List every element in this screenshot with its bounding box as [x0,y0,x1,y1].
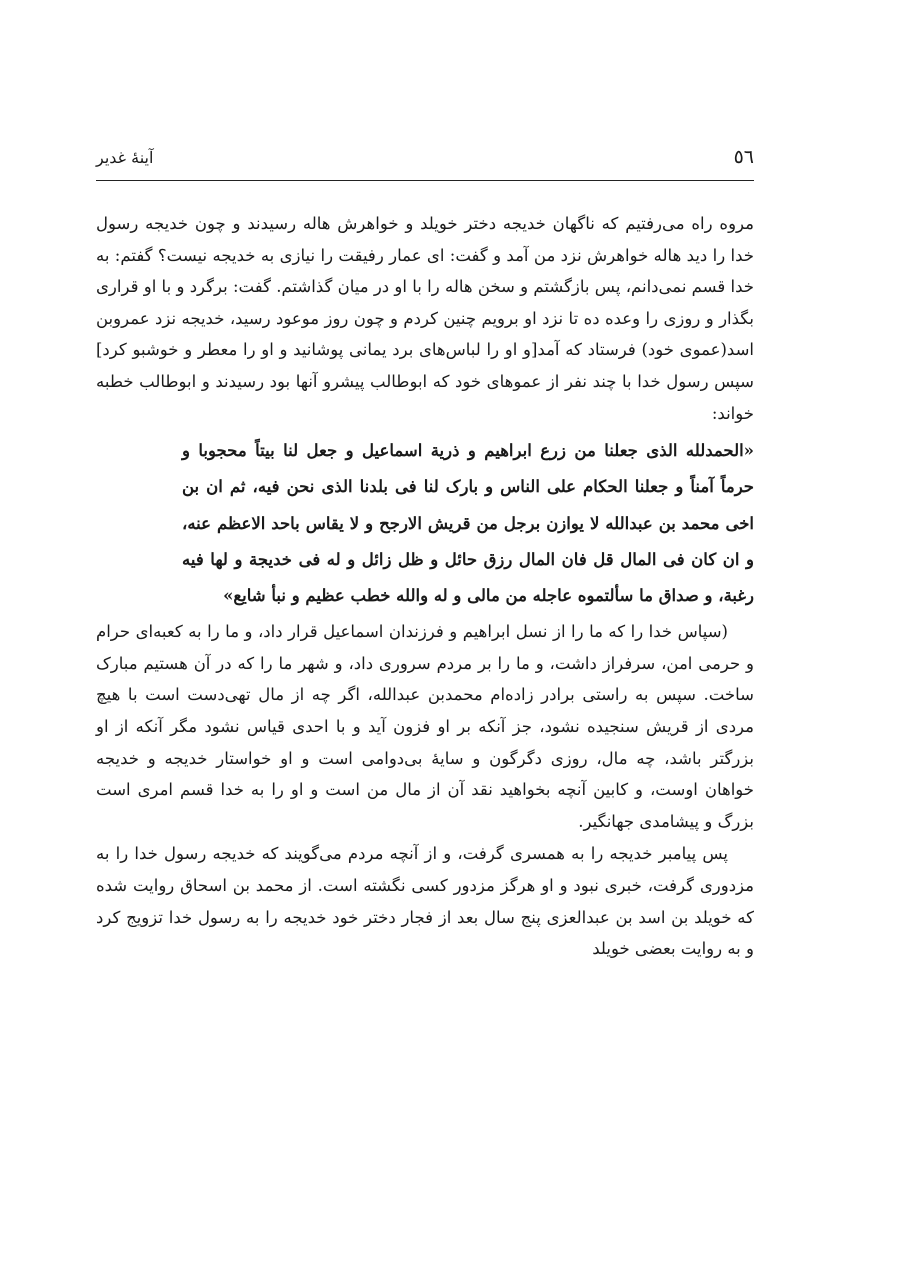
running-title: آینهٔ غدیر [96,148,154,167]
page-body [96,208,754,965]
page-number: ٥٦ [733,146,754,168]
page-header [96,146,754,176]
header-rule [96,180,754,181]
arabic-sermon-quote: «الحمدلله الذی جعلنا من زرع ابراهیم و ذریة اسماعیل و جعل لنا بیتاً محجوبا و حرماً آمناً و جعلنا الحکام علی الناس و بارک لنا فی بلدنا الذی نحن فیه، ثم ان بن اخی محمد بن عبدالله لا یوازن برجل من قریش الارجح و لا یقاس باحد الاعظم عنه، و ان کان فی المال قل فان المال رزق حائل و ظل زائل و له فی خدیجة و لها فیه رغبة، و صداق ما سألتموه عاجله من مالی و له والله خطب عظیم و نبأ شایع» [182,441,754,605]
translation-paragraph: (سپاس خدا را که ما را از نسل ابراهیم و فرزندان اسماعیل قرار داد، و ما را به کعبه‌ای حرام و حرمی امن، سرفراز داشت، و ما را بر مردم سروری داد، و شهر ما را که در آن هستیم مبارک ساخت. سپس به راستی برادر زاده‌ام محمدبن عبدالله، اگر چه از مال تهی‌دست است با هیچ مردی از قریش سنجیده نشود، جز آنکه بر او فزون آید و با احدی قیاس نشود مگر آنکه از او بزرگتر باشد، چه مال، روزی دگرگون و سایهٔ بی‌دوامی است و او خواستار خدیجه و خدیجه خواهان اوست، و کابین آنچه بخواهید نقد آن از مال من است و او را به خدا قسم امری است بزرگ و پیشامدی جهانگیر. [96,622,754,831]
body-paragraph-closing: پس پیامبر خدیجه را به همسری گرفت، و از آنچه مردم می‌گویند که خدیجه رسول خدا را به مزدوری گرفت، خبری نبود و او هرگز مزدور کسی نگشته است. از محمد بن اسحاق روایت شده که خویلد بن اسد بن عبدالعزی پنج سال بعد از فجار دختر خود خدیجه را به رسول خدا تزویج کرد و به روایت بعضی خویلد [96,844,754,959]
body-paragraph: مروه راه می‌رفتیم که ناگهان خدیجه دختر خویلد و خواهرش هاله رسیدند و چون خدیجه رسول خدا را دید هاله خواهرش نزد من آمد و گفت: ای عمار رفیقت را نیازی به خدیجه نیست؟ گفتم: به خدا قسم نمی‌دانم، پس بازگشتم و سخن هاله را با او در میان گذاشتم. گفت: برگرد و با او قراری بگذار و روزی را وعده ده تا نزد او برویم چنین کردم و چون روز موعود رسید، خدیجه نزد عمروبن اسد(عموی خود) فرستاد که آمد[و او را لباس‌های برد یمانی پوشانید و او را معطر و خوشبو کرد] سپس رسول خدا با چند نفر از عموهای خود که ابوطالب پیشرو آنها بود رسیدند و ابوطالب خطبه خواند: [96,214,754,423]
